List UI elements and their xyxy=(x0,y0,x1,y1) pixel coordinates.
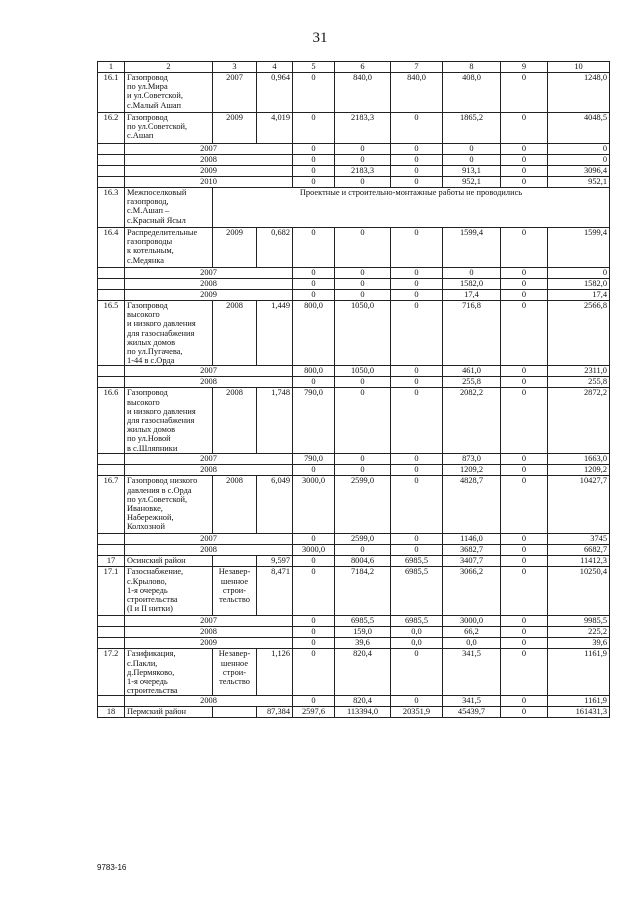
column-header: 7 xyxy=(391,62,443,73)
year-cell: 2007 xyxy=(125,268,293,279)
year-cell: 2008 xyxy=(125,627,293,638)
value-cell: 0 xyxy=(335,454,391,465)
value-cell: 10250,4 xyxy=(548,567,610,616)
value-cell: 2566,8 xyxy=(548,301,610,366)
length-cell: 1,748 xyxy=(257,388,293,454)
value-cell: 17,4 xyxy=(443,290,501,301)
value-cell: 6985,5 xyxy=(335,616,391,627)
year-cell: 2007 xyxy=(125,366,293,377)
object-name-cell: Пермский район xyxy=(125,707,213,718)
value-cell: 1582,0 xyxy=(548,279,610,290)
value-cell: 790,0 xyxy=(293,454,335,465)
year-row xyxy=(98,616,610,627)
value-cell: 0 xyxy=(391,177,443,188)
table-body xyxy=(98,62,610,718)
value-cell: 1663,0 xyxy=(548,454,610,465)
table-row xyxy=(98,301,610,366)
year-cell: 2008 xyxy=(125,377,293,388)
value-cell: 0 xyxy=(293,155,335,166)
object-name-cell: Газификация, с.Пакли, д.Пермяково, 1-я очередь строительства xyxy=(125,649,213,696)
value-cell: 0 xyxy=(293,638,335,649)
length-cell: 87,384 xyxy=(257,707,293,718)
value-cell: 0 xyxy=(391,113,443,144)
value-cell: 1248,0 xyxy=(548,73,610,113)
value-cell: 0 xyxy=(501,696,548,707)
row-number-cell xyxy=(98,155,125,166)
year-cell: 2009 xyxy=(125,166,293,177)
row-number-cell xyxy=(98,545,125,556)
year-cell: 2008 xyxy=(213,476,257,534)
value-cell: 0 xyxy=(501,166,548,177)
header-row xyxy=(98,62,610,73)
value-cell: 225,2 xyxy=(548,627,610,638)
table-row xyxy=(98,113,610,144)
value-cell: 0 xyxy=(391,388,443,454)
year-cell: 2007 xyxy=(125,534,293,545)
value-cell: 6985,5 xyxy=(391,567,443,616)
row-number-cell xyxy=(98,638,125,649)
table-row xyxy=(98,228,610,268)
object-name-cell: Газопровод высокого и низкого давления для газоснабжения жилых домов по ул.Пугачева, 1-44 в с.Орда xyxy=(125,301,213,366)
value-cell: 0 xyxy=(293,567,335,616)
year-cell: 2008 xyxy=(125,465,293,476)
value-cell: 952,1 xyxy=(443,177,501,188)
value-cell: 0 xyxy=(501,290,548,301)
value-cell: 113394,0 xyxy=(335,707,391,718)
value-cell: 0 xyxy=(501,649,548,696)
year-row xyxy=(98,627,610,638)
value-cell: 2599,0 xyxy=(335,476,391,534)
value-cell: 840,0 xyxy=(391,73,443,113)
row-number-cell xyxy=(98,696,125,707)
value-cell: 3096,4 xyxy=(548,166,610,177)
value-cell: 0 xyxy=(501,268,548,279)
value-cell: 0 xyxy=(391,166,443,177)
value-cell: 10427,7 xyxy=(548,476,610,534)
value-cell: 0 xyxy=(443,268,501,279)
row-number-cell xyxy=(98,166,125,177)
value-cell: 0 xyxy=(501,177,548,188)
object-name-cell: Газопровод высокого и низкого давления для газоснабжения жилых домов по ул.Новой в с.Шляпники xyxy=(125,388,213,454)
value-cell: 790,0 xyxy=(293,388,335,454)
column-header: 3 xyxy=(213,62,257,73)
value-cell: 0 xyxy=(391,465,443,476)
year-cell: Незавер- шенное строи- тельство xyxy=(213,649,257,696)
value-cell: 0 xyxy=(335,155,391,166)
value-cell: 8004,6 xyxy=(335,556,391,567)
value-cell: 0 xyxy=(293,556,335,567)
value-cell: 3066,2 xyxy=(443,567,501,616)
year-row xyxy=(98,638,610,649)
value-cell: 0 xyxy=(391,268,443,279)
value-cell: 0 xyxy=(501,144,548,155)
value-cell: 0 xyxy=(293,534,335,545)
column-header: 1 xyxy=(98,62,125,73)
value-cell: 408,0 xyxy=(443,73,501,113)
value-cell: 0 xyxy=(443,144,501,155)
object-name-cell: Газопровод по ул.Советской, с.Ашап xyxy=(125,113,213,144)
value-cell: 0 xyxy=(548,155,610,166)
table-row xyxy=(98,649,610,696)
value-cell: 0 xyxy=(501,638,548,649)
value-cell: 2082,2 xyxy=(443,388,501,454)
value-cell: 45439,7 xyxy=(443,707,501,718)
length-cell: 4,019 xyxy=(257,113,293,144)
note-row xyxy=(98,188,610,228)
row-number-cell: 17.2 xyxy=(98,649,125,696)
year-row xyxy=(98,177,610,188)
row-number-cell xyxy=(98,465,125,476)
value-cell: 820,4 xyxy=(335,696,391,707)
value-cell: 0 xyxy=(293,228,335,268)
value-cell: 0 xyxy=(391,155,443,166)
value-cell: 0,0 xyxy=(391,638,443,649)
table-row xyxy=(98,476,610,534)
column-header: 6 xyxy=(335,62,391,73)
value-cell: 0 xyxy=(293,113,335,144)
value-cell: 0 xyxy=(335,177,391,188)
value-cell: 0 xyxy=(293,144,335,155)
value-cell: 800,0 xyxy=(293,366,335,377)
value-cell: 0 xyxy=(293,73,335,113)
value-cell: 161431,3 xyxy=(548,707,610,718)
row-number-cell xyxy=(98,144,125,155)
table-row xyxy=(98,707,610,718)
year-row xyxy=(98,534,610,545)
year-cell: 2008 xyxy=(125,696,293,707)
row-number-cell: 17 xyxy=(98,556,125,567)
row-number-cell xyxy=(98,268,125,279)
value-cell: 3745 xyxy=(548,534,610,545)
value-cell: 6682,7 xyxy=(548,545,610,556)
value-cell: 0 xyxy=(501,545,548,556)
value-cell: 0 xyxy=(335,290,391,301)
length-cell: 6,049 xyxy=(257,476,293,534)
year-cell: 2008 xyxy=(213,388,257,454)
row-number-cell xyxy=(98,616,125,627)
year-cell: Незавер- шенное строи- тельство xyxy=(213,567,257,616)
table-row xyxy=(98,388,610,454)
value-cell: 0 xyxy=(501,73,548,113)
value-cell: 0 xyxy=(335,465,391,476)
value-cell: 2599,0 xyxy=(335,534,391,545)
value-cell: 0 xyxy=(293,465,335,476)
year-row xyxy=(98,696,610,707)
value-cell: 17,4 xyxy=(548,290,610,301)
year-row xyxy=(98,545,610,556)
value-cell: 0 xyxy=(335,377,391,388)
year-cell: 2008 xyxy=(213,301,257,366)
length-cell: 9,597 xyxy=(257,556,293,567)
value-cell: 3000,0 xyxy=(293,476,335,534)
row-number-cell: 16.1 xyxy=(98,73,125,113)
value-cell: 1865,2 xyxy=(443,113,501,144)
value-cell: 0 xyxy=(501,707,548,718)
year-cell: 2007 xyxy=(213,73,257,113)
value-cell: 461,0 xyxy=(443,366,501,377)
year-row xyxy=(98,465,610,476)
value-cell: 0 xyxy=(501,301,548,366)
value-cell: 0 xyxy=(293,279,335,290)
year-row xyxy=(98,279,610,290)
value-cell: 840,0 xyxy=(335,73,391,113)
value-cell: 3682,7 xyxy=(443,545,501,556)
column-header: 4 xyxy=(257,62,293,73)
value-cell: 0 xyxy=(335,388,391,454)
value-cell: 0 xyxy=(391,476,443,534)
note-cell: Проектные и строительно-монтажные работы не проводились xyxy=(213,188,610,228)
value-cell: 0 xyxy=(548,268,610,279)
year-row xyxy=(98,144,610,155)
table-row xyxy=(98,567,610,616)
value-cell: 0 xyxy=(391,279,443,290)
year-cell: 2009 xyxy=(213,113,257,144)
value-cell: 6985,5 xyxy=(391,616,443,627)
year-cell: 2007 xyxy=(125,144,293,155)
row-number-cell xyxy=(98,534,125,545)
length-cell: 1,449 xyxy=(257,301,293,366)
value-cell: 820,4 xyxy=(335,649,391,696)
document-code: 9783-16 xyxy=(97,863,127,872)
year-row xyxy=(98,366,610,377)
year-cell: 2010 xyxy=(125,177,293,188)
value-cell: 0 xyxy=(335,144,391,155)
value-cell: 1161,9 xyxy=(548,649,610,696)
year-cell: 2009 xyxy=(213,228,257,268)
value-cell: 0 xyxy=(293,616,335,627)
value-cell: 0 xyxy=(548,144,610,155)
value-cell: 1050,0 xyxy=(335,301,391,366)
value-cell: 0 xyxy=(501,627,548,638)
value-cell: 0 xyxy=(391,144,443,155)
value-cell: 0 xyxy=(391,534,443,545)
value-cell: 0 xyxy=(391,366,443,377)
value-cell: 0 xyxy=(391,228,443,268)
row-number-cell: 16.7 xyxy=(98,476,125,534)
value-cell: 0 xyxy=(501,534,548,545)
value-cell: 0 xyxy=(293,177,335,188)
value-cell: 341,5 xyxy=(443,649,501,696)
value-cell: 66,2 xyxy=(443,627,501,638)
value-cell: 2183,3 xyxy=(335,166,391,177)
value-cell: 20351,9 xyxy=(391,707,443,718)
value-cell: 0 xyxy=(501,377,548,388)
object-name-cell: Осинский район xyxy=(125,556,213,567)
value-cell: 1161,9 xyxy=(548,696,610,707)
value-cell: 39,6 xyxy=(548,638,610,649)
object-name-cell: Газопровод низкого давления в с.Орда по ул.Советской, Ивановке, Набережной, Колхозной xyxy=(125,476,213,534)
value-cell: 1599,4 xyxy=(443,228,501,268)
year-cell: 2008 xyxy=(125,279,293,290)
year-cell: 2009 xyxy=(125,638,293,649)
length-cell: 8,471 xyxy=(257,567,293,616)
row-number-cell xyxy=(98,290,125,301)
value-cell: 2597,6 xyxy=(293,707,335,718)
value-cell: 1050,0 xyxy=(335,366,391,377)
value-cell: 0 xyxy=(335,279,391,290)
year-cell: 2008 xyxy=(125,545,293,556)
row-number-cell xyxy=(98,627,125,638)
year-row xyxy=(98,155,610,166)
value-cell: 6985,5 xyxy=(391,556,443,567)
value-cell: 0 xyxy=(293,290,335,301)
value-cell: 3000,0 xyxy=(293,545,335,556)
row-number-cell xyxy=(98,366,125,377)
year-row xyxy=(98,454,610,465)
value-cell: 1146,0 xyxy=(443,534,501,545)
value-cell: 255,8 xyxy=(548,377,610,388)
column-header: 2 xyxy=(125,62,213,73)
value-cell: 0 xyxy=(501,567,548,616)
value-cell: 800,0 xyxy=(293,301,335,366)
value-cell: 0 xyxy=(391,377,443,388)
year-cell: 2008 xyxy=(125,155,293,166)
year-cell xyxy=(213,707,257,718)
value-cell: 0 xyxy=(501,155,548,166)
column-header: 10 xyxy=(548,62,610,73)
value-cell: 0 xyxy=(293,696,335,707)
value-cell: 0 xyxy=(293,649,335,696)
object-name-cell: Распределительные газопроводы к котельным, с.Медянка xyxy=(125,228,213,268)
year-row xyxy=(98,268,610,279)
year-cell: 2007 xyxy=(125,454,293,465)
value-cell: 1582,0 xyxy=(443,279,501,290)
value-cell: 159,0 xyxy=(335,627,391,638)
value-cell: 3000,0 xyxy=(443,616,501,627)
object-name-cell: Газоснабжение, с.Крылово, 1-я очередь строительства (I и II нитки) xyxy=(125,567,213,616)
value-cell: 3407,7 xyxy=(443,556,501,567)
value-cell: 1599,4 xyxy=(548,228,610,268)
value-cell: 0 xyxy=(501,454,548,465)
value-cell: 11412,3 xyxy=(548,556,610,567)
value-cell: 0 xyxy=(293,268,335,279)
value-cell: 0 xyxy=(335,228,391,268)
value-cell: 0 xyxy=(391,290,443,301)
value-cell: 1209,2 xyxy=(548,465,610,476)
year-cell: 2009 xyxy=(125,290,293,301)
row-number-cell: 16.4 xyxy=(98,228,125,268)
value-cell: 255,8 xyxy=(443,377,501,388)
table-row xyxy=(98,556,610,567)
value-cell: 913,1 xyxy=(443,166,501,177)
column-header: 5 xyxy=(293,62,335,73)
value-cell: 0 xyxy=(501,366,548,377)
length-cell: 0,682 xyxy=(257,228,293,268)
row-number-cell xyxy=(98,279,125,290)
row-number-cell xyxy=(98,377,125,388)
value-cell: 0 xyxy=(501,476,548,534)
row-number-cell: 18 xyxy=(98,707,125,718)
row-number-cell: 16.2 xyxy=(98,113,125,144)
row-number-cell: 16.3 xyxy=(98,188,125,228)
value-cell: 0 xyxy=(293,377,335,388)
value-cell: 0 xyxy=(501,388,548,454)
value-cell: 7184,2 xyxy=(335,567,391,616)
value-cell: 0 xyxy=(501,228,548,268)
value-cell: 0 xyxy=(443,155,501,166)
year-row xyxy=(98,166,610,177)
object-name-cell: Газопровод по ул.Мира и ул.Советской, с.Малый Ашап xyxy=(125,73,213,113)
year-cell xyxy=(213,556,257,567)
row-number-cell: 17.1 xyxy=(98,567,125,616)
value-cell: 0 xyxy=(391,545,443,556)
value-cell: 0 xyxy=(501,113,548,144)
value-cell: 0 xyxy=(391,454,443,465)
value-cell: 9985,5 xyxy=(548,616,610,627)
year-row xyxy=(98,377,610,388)
value-cell: 39,6 xyxy=(335,638,391,649)
row-number-cell: 16.5 xyxy=(98,301,125,366)
value-cell: 0 xyxy=(335,545,391,556)
value-cell: 2183,3 xyxy=(335,113,391,144)
value-cell: 0 xyxy=(501,556,548,567)
value-cell: 0 xyxy=(391,649,443,696)
row-number-cell: 16.6 xyxy=(98,388,125,454)
value-cell: 0,0 xyxy=(443,638,501,649)
value-cell: 4828,7 xyxy=(443,476,501,534)
value-cell: 0,0 xyxy=(391,627,443,638)
object-name-cell: Межпоселковый газопровод, с.М.Ашап – с.Красный Ясыл xyxy=(125,188,213,228)
program-table xyxy=(97,61,610,718)
value-cell: 1209,2 xyxy=(443,465,501,476)
value-cell: 0 xyxy=(293,627,335,638)
value-cell: 0 xyxy=(501,279,548,290)
value-cell: 0 xyxy=(293,166,335,177)
year-cell: 2007 xyxy=(125,616,293,627)
value-cell: 0 xyxy=(391,696,443,707)
table-row xyxy=(98,73,610,113)
value-cell: 2872,2 xyxy=(548,388,610,454)
value-cell: 952,1 xyxy=(548,177,610,188)
value-cell: 341,5 xyxy=(443,696,501,707)
length-cell: 1,126 xyxy=(257,649,293,696)
row-number-cell xyxy=(98,454,125,465)
value-cell: 0 xyxy=(501,465,548,476)
year-row xyxy=(98,290,610,301)
length-cell: 0,964 xyxy=(257,73,293,113)
row-number-cell xyxy=(98,177,125,188)
value-cell: 873,0 xyxy=(443,454,501,465)
value-cell: 0 xyxy=(335,268,391,279)
value-cell: 716,8 xyxy=(443,301,501,366)
column-header: 8 xyxy=(443,62,501,73)
column-header: 9 xyxy=(501,62,548,73)
value-cell: 4048,5 xyxy=(548,113,610,144)
value-cell: 0 xyxy=(391,301,443,366)
value-cell: 0 xyxy=(501,616,548,627)
value-cell: 2311,0 xyxy=(548,366,610,377)
page-number: 31 xyxy=(312,30,328,46)
